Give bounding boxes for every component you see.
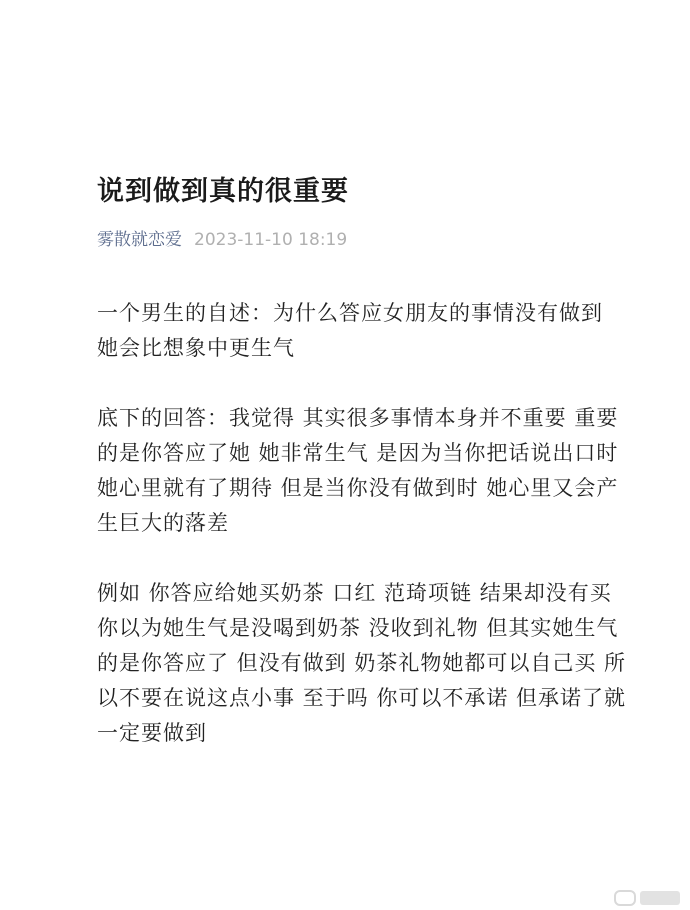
- paragraph: 底下的回答：我觉得 其实很多事情本身并不重要 重要的是你答应了她 她非常生气 是因为当你把话说出口时 她心里就有了期待 但是当你没有做到时 她心里又会产生巨大的落差: [97, 406, 619, 535]
- article-body: [97, 296, 627, 751]
- paragraph: 一个男生的自述：为什么答应女朋友的事情没有做到 她会比想象中更生气: [97, 301, 603, 360]
- watermark: [614, 890, 680, 906]
- article-meta: [97, 228, 627, 252]
- article: [97, 172, 627, 786]
- weibo-watermark-icon: [614, 890, 636, 906]
- publish-date: 2023-11-10 18:19: [194, 230, 348, 250]
- blurred-username: [640, 891, 680, 905]
- article-title: 说到做到真的很重要: [97, 176, 349, 207]
- paragraph: 例如 你答应给她买奶茶 口红 范琦项链 结果却没有买 你以为她生气是没喝到奶茶 没收到礼物 但其实她生气的是你答应了 但没有做到 奶茶礼物她都可以自己买 所以不要在说这点小事 至于吗 你可以不承诺 但承诺了就一定要做到: [97, 581, 627, 745]
- author-name[interactable]: 雾散就恋爱: [97, 230, 182, 250]
